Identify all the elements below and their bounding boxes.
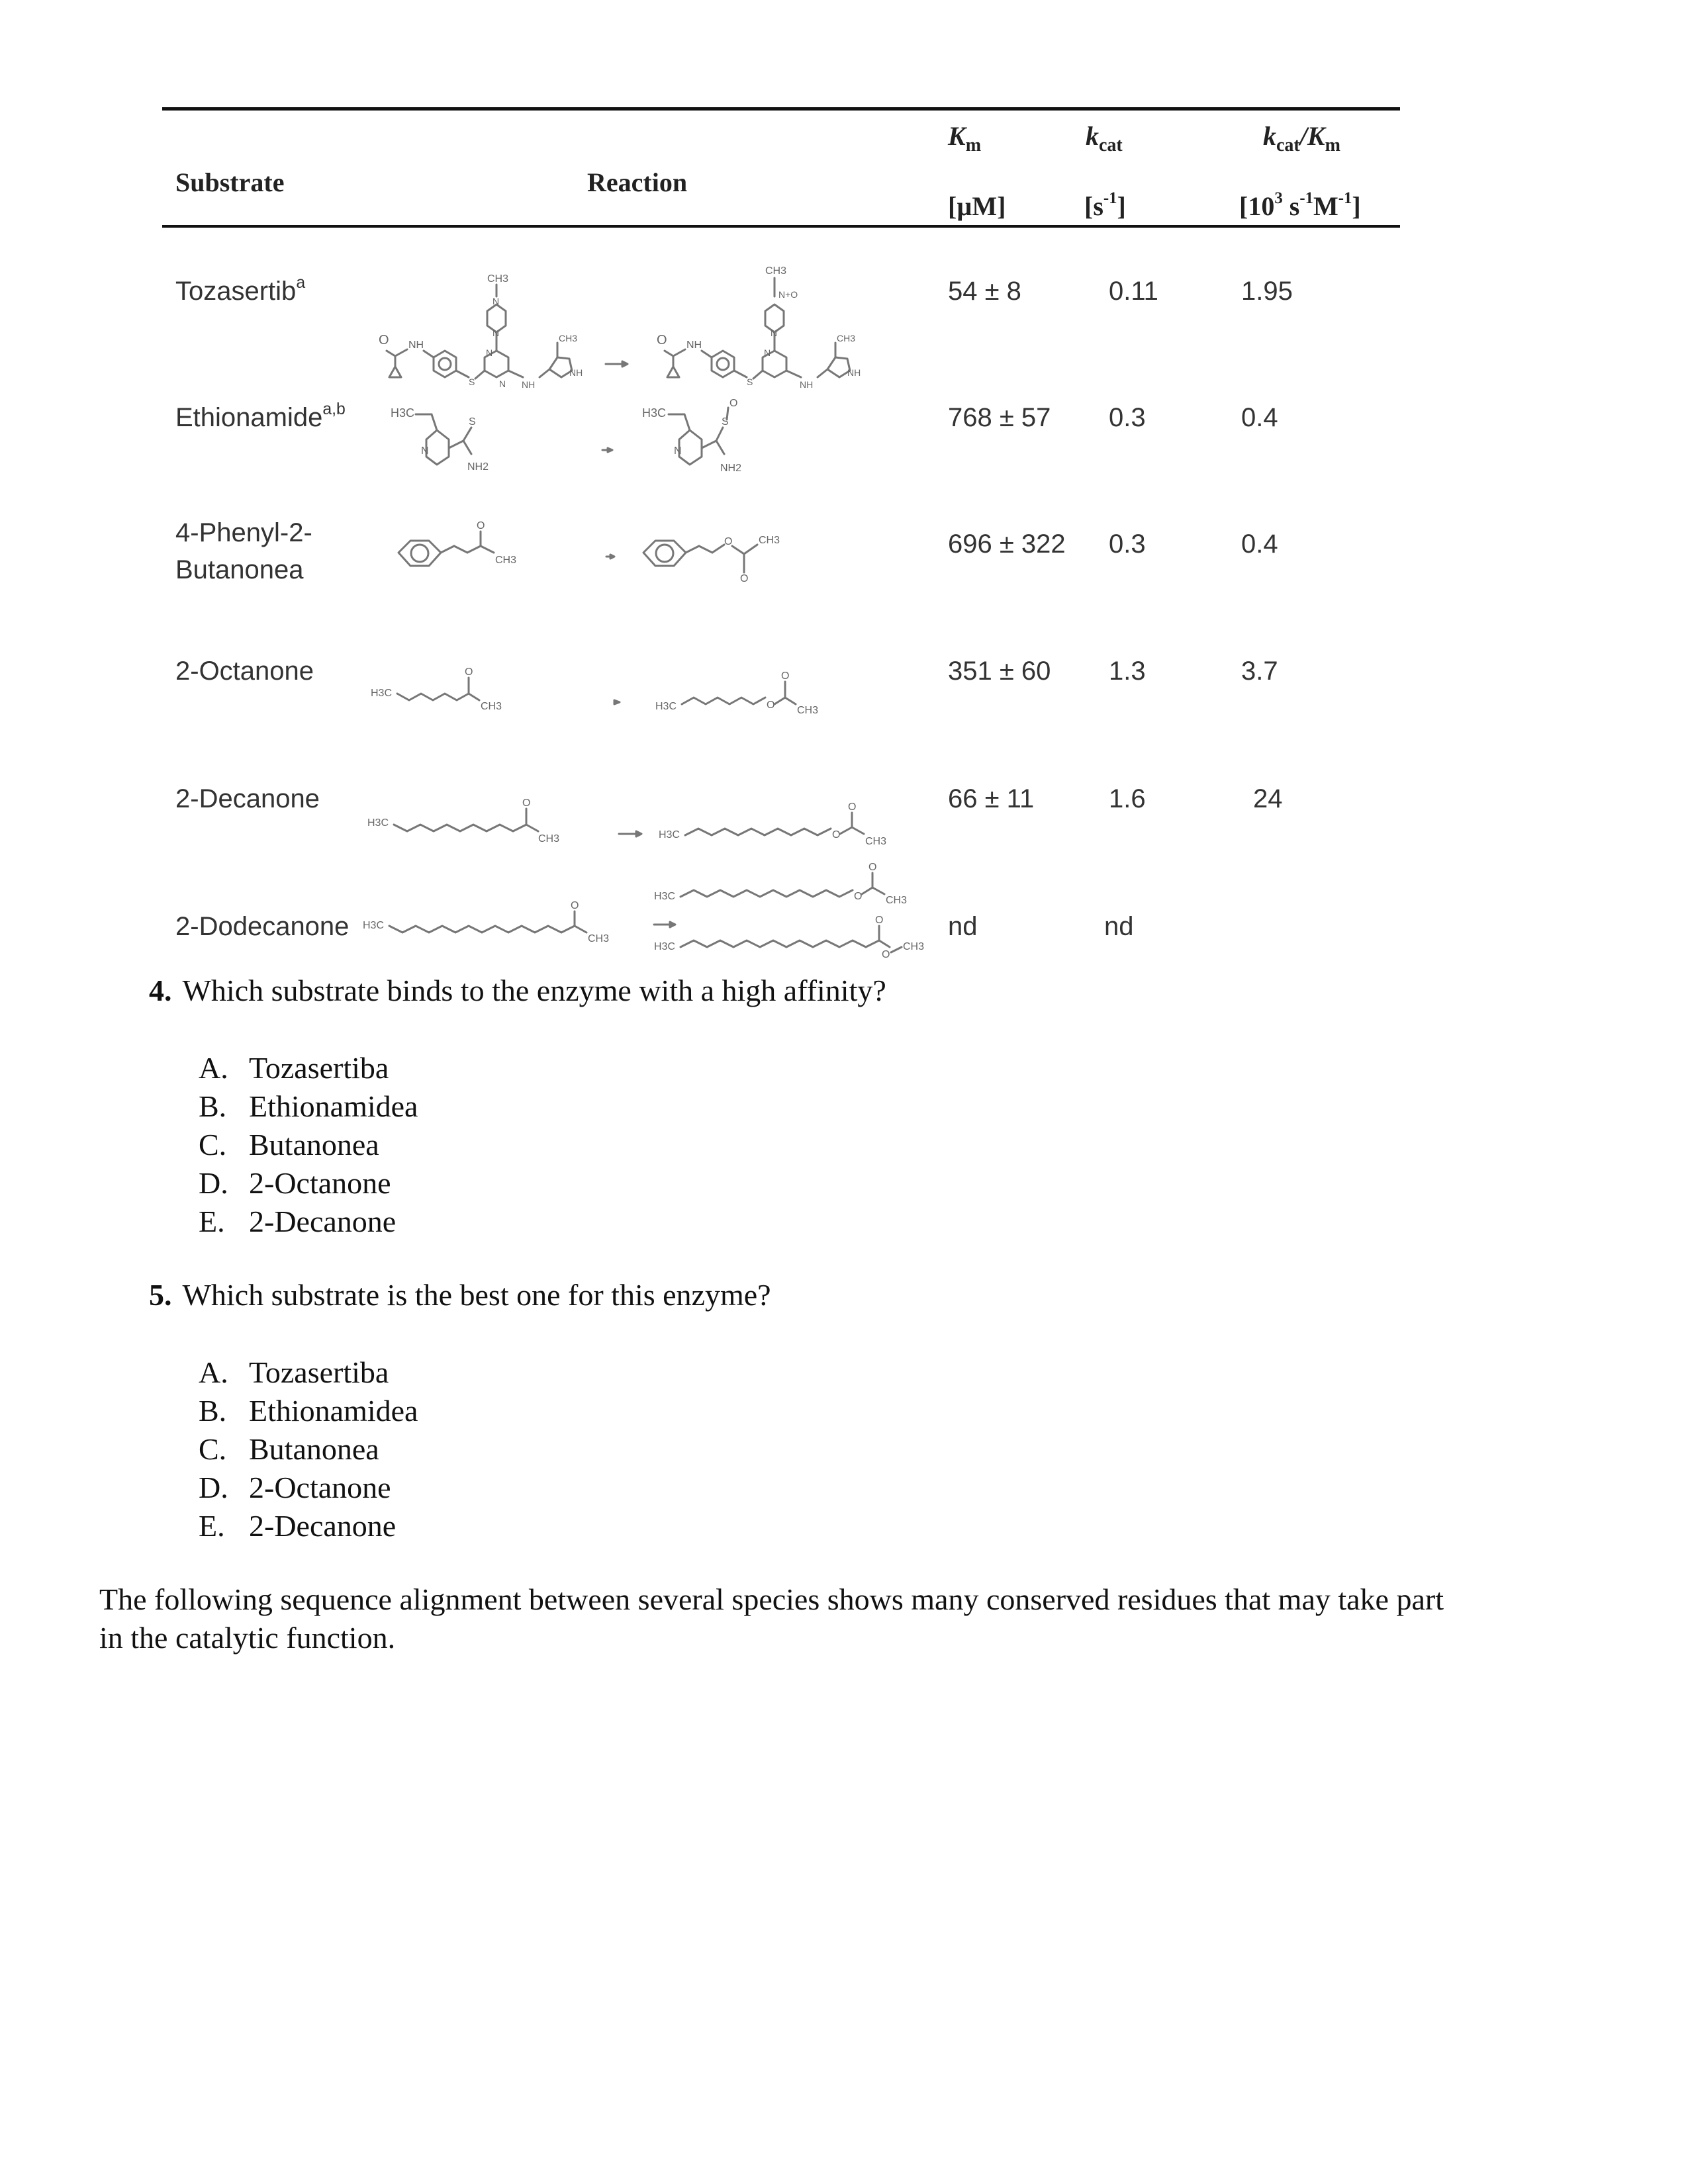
substrate-name: Ethionamide$^{a,b}$ (175, 400, 346, 432)
svg-text:NH2: NH2 (467, 461, 489, 473)
svg-text:S: S (747, 377, 753, 387)
svg-text:CH3: CH3 (487, 273, 509, 285)
substrate-name: 2-Decanone (175, 784, 320, 813)
kcat-value: 0.11 (1109, 277, 1158, 306)
svg-text:O: O (781, 670, 790, 682)
header-kcat: $k_{cat}$ (1086, 121, 1123, 156)
svg-text:NH: NH (686, 340, 702, 351)
svg-text:CH3: CH3 (797, 705, 819, 716)
km-value: 66 ± 11 (948, 784, 1035, 813)
svg-text:O: O (882, 949, 890, 960)
header-km: $K_m$ (948, 121, 982, 156)
svg-text:CH3: CH3 (481, 701, 502, 712)
kcat-value: 0.3 (1109, 529, 1146, 559)
svg-text:N: N (492, 296, 500, 306)
svg-text:H3C: H3C (654, 941, 676, 952)
svg-text:S: S (469, 377, 475, 387)
question-4-text: 4. Which substrate binds to the enzyme with a high affinity? (149, 974, 886, 1007)
svg-text:O: O (832, 829, 841, 841)
svg-text:NH: NH (408, 340, 424, 351)
svg-text:H3C: H3C (363, 920, 385, 931)
svg-text:N: N (486, 347, 493, 358)
svg-text:O: O (657, 333, 667, 347)
km-value: 54 ± 8 (948, 277, 1021, 306)
svg-text:H3C: H3C (367, 817, 389, 829)
svg-text:H3C: H3C (642, 406, 667, 420)
svg-text:CH3: CH3 (495, 555, 517, 566)
option-e[interactable]: E. 2-Decanone (199, 1509, 397, 1543)
option-b[interactable]: B. Ethionamidea (199, 1089, 418, 1123)
kcat-value: nd (1104, 912, 1134, 941)
km-value: 768 ± 57 (948, 403, 1051, 432)
phenylbutanone-reaction-diagram (391, 513, 854, 599)
substrate-name: Tozasertib$^a$ (175, 273, 306, 306)
svg-text:O: O (477, 520, 485, 531)
svg-text:NH: NH (800, 379, 814, 390)
svg-text:CH3: CH3 (886, 895, 908, 906)
svg-text:CH3: CH3 (559, 333, 578, 343)
substrate-name: 2-Dodecanone (175, 912, 350, 941)
svg-text:N: N (771, 328, 778, 338)
svg-text:H3C: H3C (371, 688, 393, 699)
svg-text:O: O (724, 536, 733, 547)
paragraph-line-1: The following sequence alignment between several species shows many conserved residues that may take part (99, 1582, 1444, 1616)
svg-text:CH3: CH3 (759, 535, 780, 546)
svg-text:CH3: CH3 (903, 941, 925, 952)
svg-text:N: N (674, 445, 682, 457)
efficiency-value: 1.95 (1241, 277, 1293, 306)
km-value: 351 ± 60 (948, 657, 1051, 686)
alignment-paragraph (99, 1580, 1622, 1657)
svg-text:O: O (571, 900, 579, 911)
svg-text:CH3: CH3 (765, 265, 787, 277)
svg-text:H3C: H3C (655, 701, 677, 712)
efficiency-value: 0.4 (1241, 403, 1278, 432)
svg-text:O: O (868, 862, 877, 873)
tozasertib-reaction-diagram (371, 258, 900, 390)
km-value: nd (948, 912, 978, 941)
svg-text:O: O (522, 797, 531, 809)
dodecanone-reaction-diagram (363, 850, 959, 963)
svg-text:NH: NH (522, 379, 536, 390)
svg-text:O: O (875, 915, 884, 926)
svg-text:N: N (499, 379, 506, 389)
octanone-reaction-diagram (371, 662, 874, 735)
substrate-name: 4-Phenyl-2- Butanonea (175, 518, 312, 584)
svg-text:N: N (492, 328, 500, 338)
header-km-unit: [µM] (948, 191, 1006, 221)
svg-text:N: N (421, 445, 429, 457)
kcat-value: 1.3 (1109, 657, 1146, 686)
header-substrate: Substrate (175, 167, 285, 197)
svg-text:O: O (729, 398, 738, 409)
svg-text:NH2: NH2 (720, 463, 742, 474)
question-5-options (199, 1353, 418, 1545)
svg-text:CH3: CH3 (588, 933, 610, 944)
svg-text:O: O (379, 333, 389, 347)
header-efficiency: $k_{cat}/K_m$ (1263, 121, 1340, 156)
option-a[interactable]: A. Tozasertiba (199, 1051, 389, 1085)
svg-text:S: S (722, 416, 729, 428)
svg-text:CH3: CH3 (837, 333, 856, 343)
header-kcat-unit: $[s^{-1}]$ (1084, 189, 1126, 221)
efficiency-value: 3.7 (1241, 657, 1278, 686)
svg-text:O: O (465, 666, 473, 678)
paragraph-line-2: in the catalytic function. (99, 1621, 396, 1655)
kcat-value: 0.3 (1109, 403, 1146, 432)
table-header-rule (162, 225, 1400, 228)
svg-text:H3C: H3C (391, 406, 415, 420)
svg-text:O: O (848, 801, 857, 813)
svg-text:N+O: N+O (778, 289, 798, 300)
svg-text:NH: NH (847, 367, 861, 378)
question-5-text: 5. Which substrate is the best one for this enzyme? (149, 1278, 771, 1312)
svg-text:S: S (469, 416, 476, 428)
option-c[interactable]: C. Butanonea (199, 1128, 379, 1161)
option-e[interactable]: E. 2-Decanone (199, 1205, 397, 1238)
svg-text:CH3: CH3 (538, 833, 560, 844)
svg-text:H3C: H3C (659, 829, 680, 841)
svg-text:NH: NH (569, 367, 583, 378)
option-c[interactable]: C. Butanonea (199, 1432, 379, 1466)
option-b[interactable]: B. Ethionamidea (199, 1394, 418, 1428)
svg-text:O: O (767, 700, 775, 711)
option-d[interactable]: D. 2-Octanone (199, 1166, 391, 1200)
efficiency-value: 24 (1253, 784, 1283, 813)
svg-text:N: N (764, 347, 771, 358)
ethionamide-reaction-diagram (384, 397, 821, 490)
km-value: 696 ± 322 (948, 529, 1066, 559)
efficiency-value: 0.4 (1241, 529, 1278, 559)
svg-text:H3C: H3C (654, 891, 676, 902)
svg-text:O: O (854, 891, 863, 902)
svg-text:CH3: CH3 (865, 836, 887, 847)
substrate-name: 2-Octanone (175, 657, 314, 686)
svg-text:O: O (740, 573, 749, 584)
option-a[interactable]: A. Tozasertiba (199, 1355, 389, 1389)
option-d[interactable]: D. 2-Octanone (199, 1471, 391, 1504)
question-4-options (199, 1049, 418, 1241)
table-top-rule (162, 107, 1400, 111)
kcat-value: 1.6 (1109, 784, 1146, 813)
header-reaction: Reaction (587, 167, 688, 197)
header-efficiency-unit: [$10^3$ $s^{-1}M^{-1}$] (1239, 189, 1361, 221)
